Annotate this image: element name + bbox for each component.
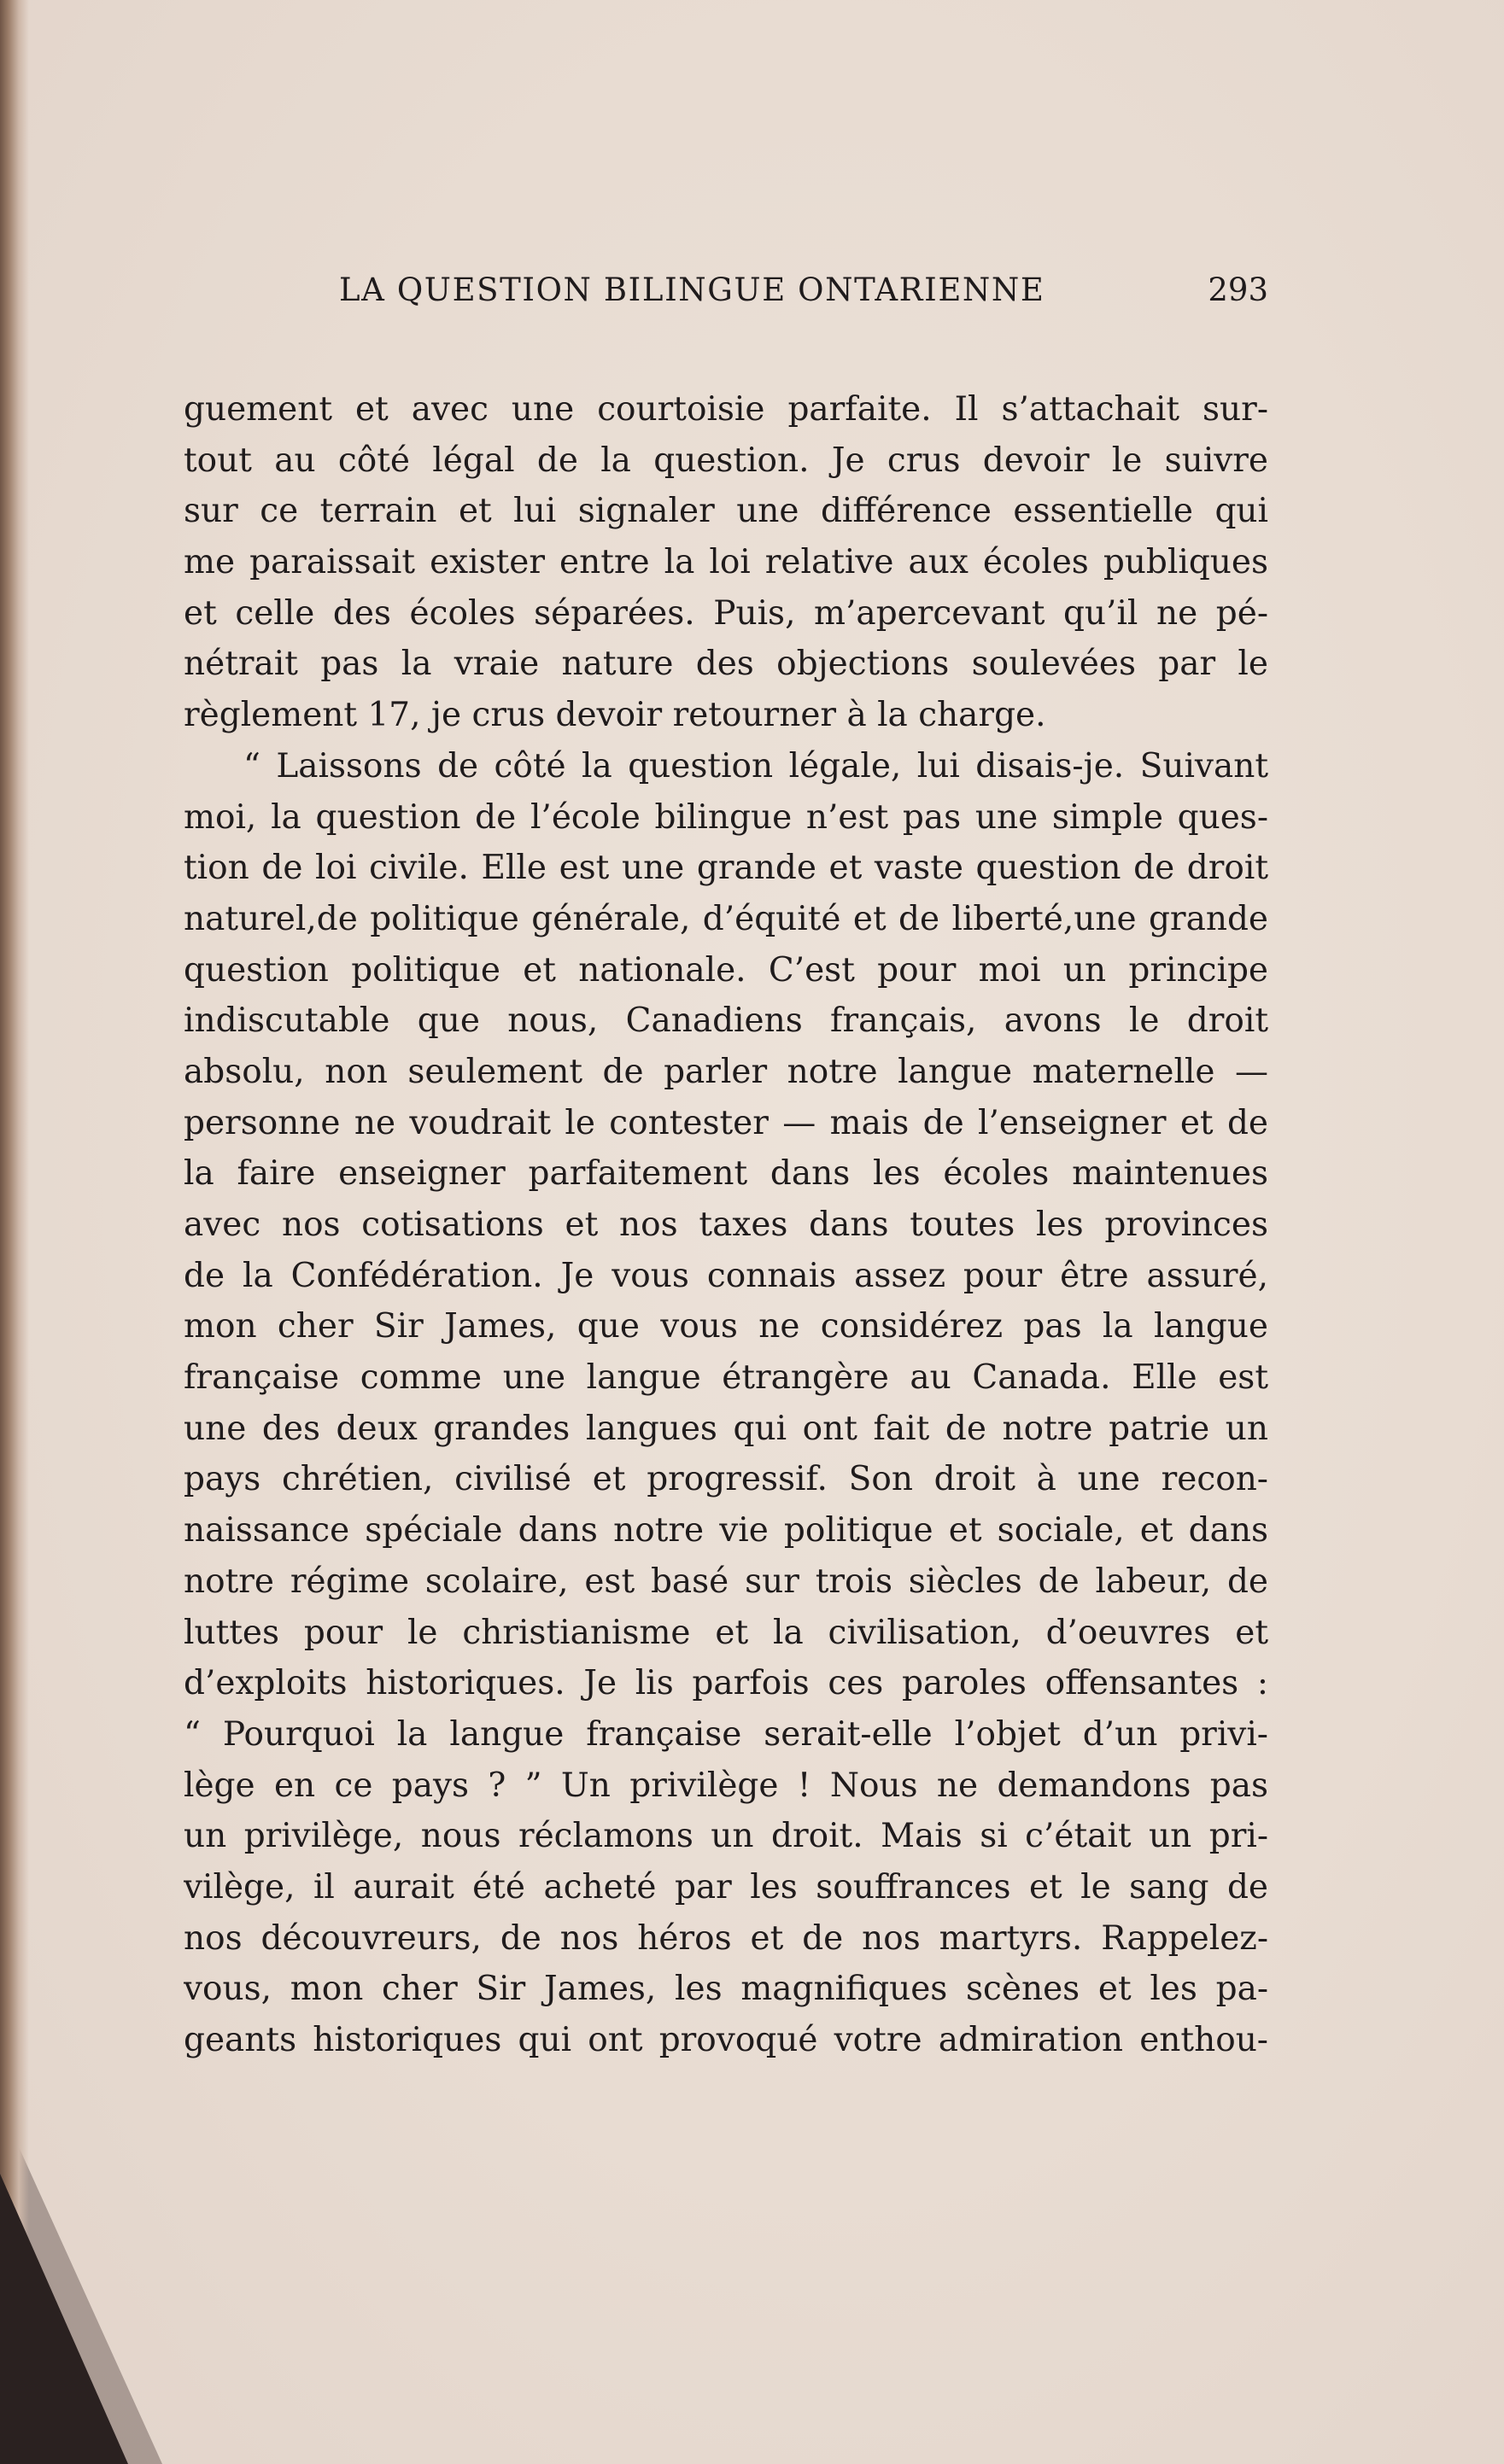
text-line: pays chrétien, civilisé et progressif. Son droit à une recon- [184,1460,1268,1499]
text-line: nos découvreurs, de nos héros et de nos martyrs. Rappelez- [184,1918,1268,1958]
text-line: vous, mon cher Sir James, les magnifiques scènes et les pa- [184,1970,1268,2009]
text-line: française comme une langue étrangère au Canada. Elle est [184,1358,1268,1398]
text-line: une des deux grandes langues qui ont fait de notre patrie un [184,1409,1268,1448]
text-line: notre régime scolaire, est basé sur trois siècles de labeur, de [184,1562,1268,1601]
text-line: guement et avec une courtoisie parfaite. Il s’attachait sur- [184,390,1268,429]
running-head [184,272,1268,318]
text-line: d’exploits historiques. Je lis parfois ces paroles offensantes : [184,1664,1268,1703]
text-line: naissance spéciale dans notre vie politique et sociale, et dans [184,1511,1268,1550]
text-line: de la Confédération. Je vous connais assez pour être assuré, [184,1256,1268,1295]
text-line: moi, la question de l’école bilingue n’est pas une simple ques- [184,797,1268,837]
page-number: 293 [1208,272,1268,308]
paragraph-start-line: “ Laissons de côté la question légale, lui disais-je. Suivant [243,746,1268,785]
page-binding-edge [0,0,29,2464]
text-line: me paraissait exister entre la loi relative aux écoles publiques [184,543,1268,582]
text-line: et celle des écoles séparées. Puis, m’apercevant qu’il ne pé- [184,593,1268,633]
text-line: mon cher Sir James, que vous ne considérez pas la langue [184,1307,1268,1346]
text-line: absolu, non seulement de parler notre langue maternelle — [184,1052,1268,1091]
running-title: LA QUESTION BILINGUE ONTARIENNE [339,272,1045,308]
text-line: tout au côté légal de la question. Je crus devoir le suivre [184,441,1268,480]
text-line: lège en ce pays ? ” Un privilège ! Nous ne demandons pas [184,1766,1268,1805]
text-line: personne ne voudrait le contester — mais de l’enseigner et de [184,1103,1268,1142]
text-line: tion de loi civile. Elle est une grande et vaste question de droit [184,849,1268,888]
text-line: luttes pour le christianisme et la civilisation, d’oeuvres et [184,1613,1268,1652]
text-line: nétrait pas la vraie nature des objections soulevées par le [184,645,1268,684]
text-line: indiscutable que nous, Canadiens français, avons le droit [184,1001,1268,1041]
text-line: un privilège, nous réclamons un droit. Mais si c’était un pri- [184,1817,1268,1856]
text-line: question politique et nationale. C’est pour moi un principe [184,950,1268,990]
text-line: “ Pourquoi la langue française serait-elle l’objet d’un privi- [184,1714,1268,1754]
text-line: geants historiques qui ont provoqué votre admiration enthou- [184,2021,1268,2059]
body-text [184,384,1268,2066]
text-line: avec nos cotisations et nos taxes dans toutes les provinces [184,1206,1268,1244]
text-line: règlement 17, je crus devoir retourner à la charge. [184,696,1046,735]
text-line: naturel,de politique générale, d’équité et de liberté,une grande [184,899,1268,938]
text-line: la faire enseigner parfaitement dans les écoles maintenues [184,1154,1268,1194]
binding-corner [0,2174,128,2464]
text-line: sur ce terrain et lui signaler une différence essentielle qui [184,492,1268,531]
text-line: vilège, il aurait été acheté par les souffrances et le sang de [184,1867,1268,1906]
